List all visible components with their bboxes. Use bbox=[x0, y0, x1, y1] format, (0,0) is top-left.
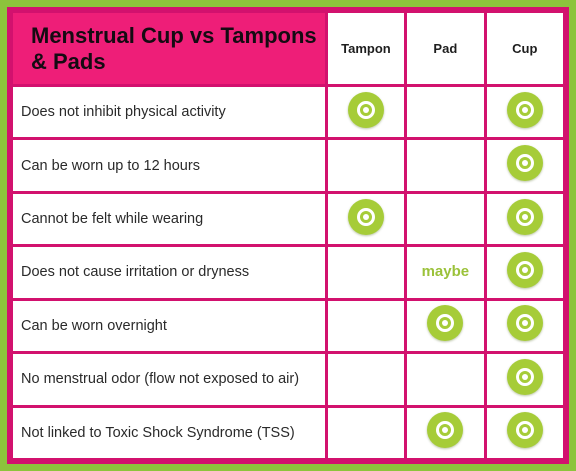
column-header-pad: Pad bbox=[407, 13, 483, 84]
feature-label: No menstrual odor (flow not exposed to air) bbox=[13, 354, 325, 404]
table-row bbox=[13, 87, 563, 137]
cell-cup bbox=[487, 301, 563, 351]
cell-cup bbox=[487, 354, 563, 404]
comparison-table bbox=[10, 10, 566, 461]
cell-pad bbox=[407, 408, 483, 458]
cell-pad bbox=[407, 247, 483, 297]
check-icon bbox=[507, 199, 543, 235]
check-icon bbox=[348, 199, 384, 235]
cell-pad bbox=[407, 140, 483, 190]
cell-tampon bbox=[328, 301, 404, 351]
table-row bbox=[13, 194, 563, 244]
cell-cup bbox=[487, 140, 563, 190]
cell-tampon bbox=[328, 87, 404, 137]
check-icon bbox=[507, 145, 543, 181]
cell-cup bbox=[487, 87, 563, 137]
comparison-rows bbox=[13, 87, 563, 458]
check-icon bbox=[427, 305, 463, 341]
feature-label: Not linked to Toxic Shock Syndrome (TSS) bbox=[13, 408, 325, 458]
cell-cup bbox=[487, 408, 563, 458]
cell-tampon bbox=[328, 194, 404, 244]
check-icon bbox=[507, 412, 543, 448]
cell-tampon bbox=[328, 354, 404, 404]
check-icon bbox=[427, 412, 463, 448]
check-icon bbox=[507, 359, 543, 395]
cell-cup bbox=[487, 194, 563, 244]
feature-label: Can be worn overnight bbox=[13, 301, 325, 351]
cell-pad bbox=[407, 194, 483, 244]
cell-pad bbox=[407, 87, 483, 137]
table-row bbox=[13, 247, 563, 297]
feature-label: Can be worn up to 12 hours bbox=[13, 140, 325, 190]
table-row bbox=[13, 408, 563, 458]
cell-pad bbox=[407, 354, 483, 404]
check-icon bbox=[507, 305, 543, 341]
maybe-label: maybe bbox=[421, 263, 470, 281]
table-row bbox=[13, 140, 563, 190]
column-header-cup: Cup bbox=[487, 13, 563, 84]
column-header-tampon: Tampon bbox=[328, 13, 404, 84]
comparison-chart bbox=[7, 7, 569, 464]
check-icon bbox=[507, 92, 543, 128]
cell-tampon bbox=[328, 408, 404, 458]
table-row bbox=[13, 301, 563, 351]
feature-label: Cannot be felt while wearing bbox=[13, 194, 325, 244]
cell-cup bbox=[487, 247, 563, 297]
feature-label: Does not cause irritation or dryness bbox=[13, 247, 325, 297]
cell-tampon bbox=[328, 247, 404, 297]
check-icon bbox=[507, 252, 543, 288]
table-row bbox=[13, 354, 563, 404]
cell-tampon bbox=[328, 140, 404, 190]
check-icon bbox=[348, 92, 384, 128]
feature-label: Does not inhibit physical activity bbox=[13, 87, 325, 137]
cell-pad bbox=[407, 301, 483, 351]
chart-title: Menstrual Cup vs Tampons & Pads bbox=[13, 13, 325, 84]
